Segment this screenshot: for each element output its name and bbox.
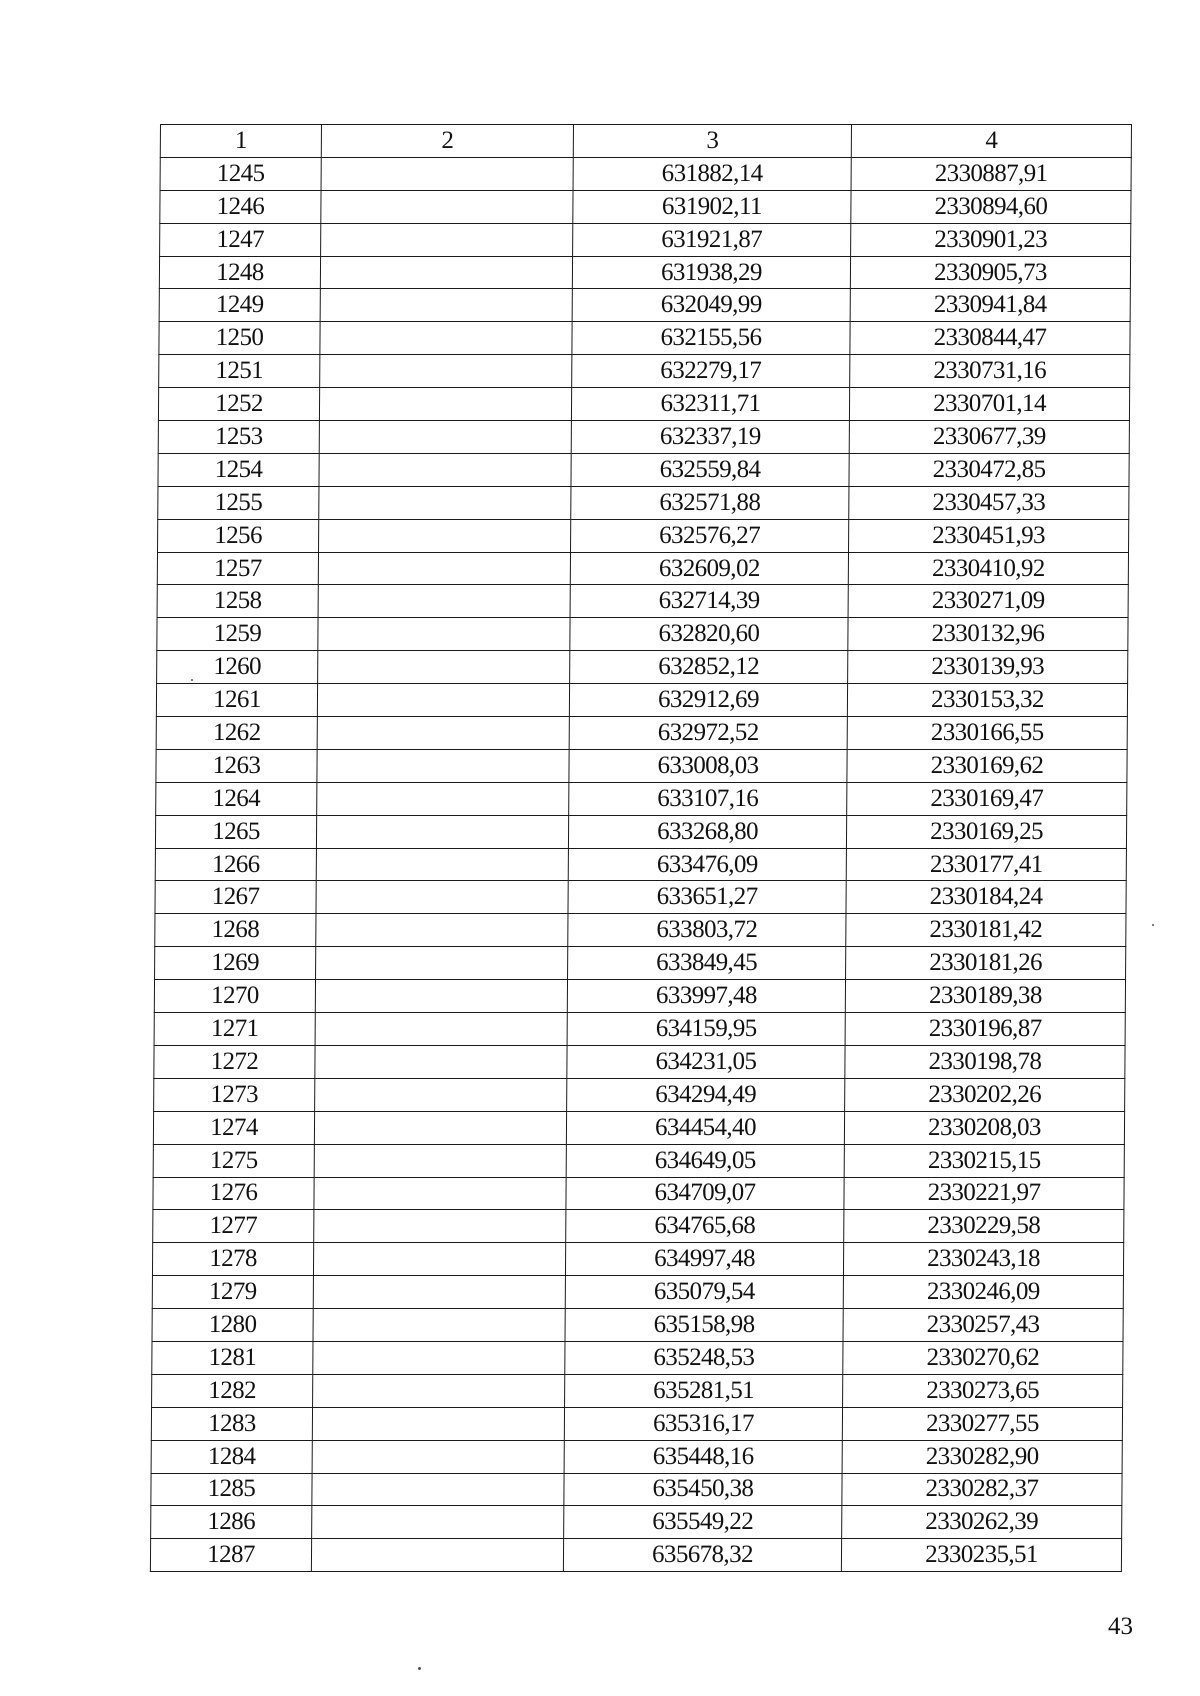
y-coordinate-cell: 2330221,97: [844, 1177, 1124, 1210]
description-cell: [314, 1210, 566, 1243]
x-coordinate-cell: 632576,27: [571, 519, 849, 552]
point-number-cell: 1270: [154, 980, 315, 1013]
x-coordinate-cell: 634765,68: [566, 1210, 844, 1243]
description-cell: [312, 1407, 564, 1440]
x-coordinate-cell: 632820,60: [570, 618, 848, 651]
point-number-cell: 1280: [152, 1309, 313, 1342]
point-number-cell: 1269: [155, 947, 316, 980]
x-coordinate-cell: 635448,16: [564, 1440, 842, 1473]
point-number-cell: 1278: [152, 1243, 313, 1276]
x-coordinate-cell: 634709,07: [566, 1177, 844, 1210]
y-coordinate-cell: 2330177,41: [846, 848, 1126, 881]
description-cell: [315, 980, 567, 1013]
table-row: [151, 1407, 1122, 1440]
description-cell: [317, 717, 569, 750]
point-number-cell: 1284: [151, 1440, 312, 1473]
x-coordinate-cell: 633107,16: [569, 782, 847, 815]
description-cell: [316, 914, 568, 947]
description-cell: [311, 1539, 563, 1572]
x-coordinate-cell: 632337,19: [571, 421, 849, 454]
y-coordinate-cell: 2330270,62: [843, 1341, 1123, 1374]
y-coordinate-cell: 2330198,78: [845, 1045, 1125, 1078]
description-cell: [312, 1506, 564, 1539]
table-row: [156, 717, 1127, 750]
table-row: [160, 223, 1131, 256]
table-row: [152, 1276, 1123, 1309]
x-coordinate-cell: 633849,45: [568, 947, 846, 980]
y-coordinate-cell: 2330282,37: [842, 1473, 1122, 1506]
table-row: [159, 256, 1130, 289]
table-row: [156, 684, 1127, 717]
table-row: [154, 1045, 1125, 1078]
table-row: [153, 1177, 1124, 1210]
point-number-cell: 1275: [153, 1144, 314, 1177]
y-coordinate-cell: 2330132,96: [848, 618, 1128, 651]
description-cell: [321, 190, 573, 223]
table-row: [158, 388, 1129, 421]
table-row: [156, 749, 1127, 782]
table-row: [159, 355, 1130, 388]
description-cell: [313, 1276, 565, 1309]
description-cell: [320, 355, 572, 388]
column-header: 1: [160, 125, 321, 158]
point-number-cell: 1258: [157, 585, 318, 618]
description-cell: [321, 157, 573, 190]
point-number-cell: 1273: [154, 1078, 315, 1111]
y-coordinate-cell: 2330277,55: [842, 1407, 1122, 1440]
x-coordinate-cell: 634159,95: [567, 1013, 845, 1046]
description-cell: [313, 1243, 565, 1276]
table-row: [155, 947, 1126, 980]
point-number-cell: 1263: [156, 749, 317, 782]
y-coordinate-cell: 2330905,73: [850, 256, 1130, 289]
description-cell: [315, 1045, 567, 1078]
x-coordinate-cell: 632049,99: [572, 289, 850, 322]
x-coordinate-cell: 635450,38: [564, 1473, 842, 1506]
point-number-cell: 1287: [150, 1539, 311, 1572]
y-coordinate-cell: 2330184,24: [846, 881, 1126, 914]
point-number-cell: 1266: [155, 848, 316, 881]
table-header-row: [160, 125, 1131, 158]
x-coordinate-cell: 633268,80: [568, 815, 846, 848]
description-cell: [312, 1440, 564, 1473]
y-coordinate-cell: 2330701,14: [849, 388, 1129, 421]
table-row: [157, 552, 1128, 585]
point-number-cell: 1265: [155, 815, 316, 848]
x-coordinate-cell: 633008,03: [569, 749, 847, 782]
point-number-cell: 1256: [158, 519, 319, 552]
point-number-cell: 1257: [157, 552, 318, 585]
point-number-cell: 1281: [152, 1341, 313, 1374]
table-row: [157, 618, 1128, 651]
y-coordinate-cell: 2330153,32: [847, 684, 1127, 717]
table-row: [150, 1539, 1121, 1572]
y-coordinate-cell: 2330202,26: [845, 1078, 1125, 1111]
x-coordinate-cell: 633476,09: [568, 848, 846, 881]
description-cell: [319, 421, 571, 454]
y-coordinate-cell: 2330169,25: [846, 815, 1126, 848]
table-row: [158, 421, 1129, 454]
point-number-cell: 1286: [151, 1506, 312, 1539]
y-coordinate-cell: 2330215,15: [844, 1144, 1124, 1177]
x-coordinate-cell: 634231,05: [567, 1045, 845, 1078]
x-coordinate-cell: 631882,14: [573, 157, 851, 190]
description-cell: [315, 1013, 567, 1046]
y-coordinate-cell: 2330677,39: [849, 421, 1129, 454]
point-number-cell: 1262: [156, 717, 317, 750]
table-row: [154, 980, 1125, 1013]
y-coordinate-cell: 2330472,85: [849, 453, 1129, 486]
point-number-cell: 1279: [152, 1276, 313, 1309]
description-cell: [317, 684, 569, 717]
point-number-cell: 1264: [156, 782, 317, 815]
y-coordinate-cell: 2330235,51: [841, 1539, 1121, 1572]
description-cell: [313, 1309, 565, 1342]
table-row: [160, 190, 1131, 223]
y-coordinate-cell: 2330731,16: [850, 355, 1130, 388]
description-cell: [317, 782, 569, 815]
table-row: [154, 1078, 1125, 1111]
y-coordinate-cell: 2330229,58: [844, 1210, 1124, 1243]
point-number-cell: 1285: [151, 1473, 312, 1506]
y-coordinate-cell: 2330181,26: [846, 947, 1126, 980]
table-row: [155, 815, 1126, 848]
description-cell: [312, 1473, 564, 1506]
point-number-cell: 1255: [158, 486, 319, 519]
table-row: [156, 782, 1127, 815]
description-cell: [319, 388, 571, 421]
table-row: [155, 848, 1126, 881]
table-row: [153, 1111, 1124, 1144]
table-row: [152, 1374, 1123, 1407]
description-cell: [321, 223, 573, 256]
x-coordinate-cell: 632912,69: [569, 684, 847, 717]
y-coordinate-cell: 2330169,62: [847, 749, 1127, 782]
x-coordinate-cell: 632559,84: [571, 453, 849, 486]
table-row: [151, 1473, 1122, 1506]
y-coordinate-cell: 2330901,23: [851, 223, 1131, 256]
x-coordinate-cell: 631938,29: [572, 256, 850, 289]
table-row: [151, 1440, 1122, 1473]
point-number-cell: 1249: [159, 289, 320, 322]
y-coordinate-cell: 2330196,87: [845, 1013, 1125, 1046]
table-row: [155, 881, 1126, 914]
point-number-cell: 1282: [152, 1374, 313, 1407]
y-coordinate-cell: 2330139,93: [848, 651, 1128, 684]
point-number-cell: 1251: [159, 355, 320, 388]
y-coordinate-cell: 2330189,38: [845, 980, 1125, 1013]
y-coordinate-cell: 2330410,92: [848, 552, 1128, 585]
x-coordinate-cell: 633997,48: [567, 980, 845, 1013]
column-header: 4: [851, 125, 1131, 158]
table-row: [160, 157, 1131, 190]
y-coordinate-cell: 2330451,93: [849, 519, 1129, 552]
y-coordinate-cell: 2330894,60: [851, 190, 1131, 223]
table-row: [153, 1210, 1124, 1243]
description-cell: [313, 1374, 565, 1407]
x-coordinate-cell: 635549,22: [564, 1506, 842, 1539]
scan-speck: [191, 679, 193, 681]
point-number-cell: 1268: [155, 914, 316, 947]
description-cell: [316, 881, 568, 914]
y-coordinate-cell: 2330208,03: [844, 1111, 1124, 1144]
y-coordinate-cell: 2330887,91: [851, 157, 1131, 190]
point-number-cell: 1252: [158, 388, 319, 421]
x-coordinate-cell: 631921,87: [573, 223, 851, 256]
point-number-cell: 1248: [159, 256, 320, 289]
point-number-cell: 1254: [158, 453, 319, 486]
description-cell: [319, 453, 571, 486]
description-cell: [315, 1078, 567, 1111]
page-number: 43: [1108, 1613, 1133, 1640]
table-row: [155, 914, 1126, 947]
x-coordinate-cell: 632609,02: [570, 552, 848, 585]
point-number-cell: 1260: [157, 651, 318, 684]
x-coordinate-cell: 635158,98: [565, 1309, 843, 1342]
table-row: [158, 453, 1129, 486]
description-cell: [317, 749, 569, 782]
description-cell: [318, 651, 570, 684]
point-number-cell: 1272: [154, 1045, 315, 1078]
y-coordinate-cell: 2330273,65: [843, 1374, 1123, 1407]
description-cell: [313, 1341, 565, 1374]
table-row: [157, 585, 1128, 618]
x-coordinate-cell: 634997,48: [565, 1243, 843, 1276]
y-coordinate-cell: 2330246,09: [843, 1276, 1123, 1309]
table-body: [150, 125, 1131, 1572]
y-coordinate-cell: 2330844,47: [850, 322, 1130, 355]
y-coordinate-cell: 2330282,90: [842, 1440, 1122, 1473]
point-number-cell: 1274: [153, 1111, 314, 1144]
x-coordinate-cell: 632714,39: [570, 585, 848, 618]
x-coordinate-cell: 632279,17: [572, 355, 850, 388]
description-cell: [318, 585, 570, 618]
scan-speck: [418, 1667, 421, 1670]
description-cell: [320, 256, 572, 289]
x-coordinate-cell: 632972,52: [569, 717, 847, 750]
x-coordinate-cell: 634294,49: [567, 1078, 845, 1111]
point-number-cell: 1283: [151, 1407, 312, 1440]
x-coordinate-cell: 632155,56: [572, 322, 850, 355]
description-cell: [319, 486, 571, 519]
x-coordinate-cell: 632311,71: [571, 388, 849, 421]
point-number-cell: 1250: [159, 322, 320, 355]
y-coordinate-cell: 2330166,55: [847, 717, 1127, 750]
description-cell: [316, 947, 568, 980]
x-coordinate-cell: 635316,17: [564, 1407, 842, 1440]
x-coordinate-cell: 635248,53: [565, 1341, 843, 1374]
point-number-cell: 1259: [157, 618, 318, 651]
description-cell: [316, 815, 568, 848]
point-number-cell: 1267: [155, 881, 316, 914]
y-coordinate-cell: 2330262,39: [842, 1506, 1122, 1539]
table-row: [152, 1309, 1123, 1342]
x-coordinate-cell: 633803,72: [568, 914, 846, 947]
description-cell: [320, 289, 572, 322]
point-number-cell: 1271: [154, 1013, 315, 1046]
table-row: [153, 1144, 1124, 1177]
point-number-cell: 1246: [160, 190, 321, 223]
x-coordinate-cell: 631902,11: [573, 190, 851, 223]
description-cell: [319, 519, 571, 552]
y-coordinate-cell: 2330181,42: [846, 914, 1126, 947]
x-coordinate-cell: 633651,27: [568, 881, 846, 914]
y-coordinate-cell: 2330457,33: [849, 486, 1129, 519]
table-row: [157, 651, 1128, 684]
description-cell: [316, 848, 568, 881]
x-coordinate-cell: 635678,32: [563, 1539, 841, 1572]
point-number-cell: 1261: [156, 684, 317, 717]
table-row: [159, 322, 1130, 355]
x-coordinate-cell: 635079,54: [565, 1276, 843, 1309]
column-header: 3: [573, 125, 851, 158]
table-row: [152, 1243, 1123, 1276]
table-row: [158, 519, 1129, 552]
point-number-cell: 1253: [158, 421, 319, 454]
description-cell: [314, 1111, 566, 1144]
point-number-cell: 1276: [153, 1177, 314, 1210]
description-cell: [318, 552, 570, 585]
column-header: 2: [321, 125, 573, 158]
table-row: [154, 1013, 1125, 1046]
x-coordinate-cell: 635281,51: [565, 1374, 843, 1407]
y-coordinate-cell: 2330169,47: [847, 782, 1127, 815]
table-row: [152, 1341, 1123, 1374]
coordinates-table: [150, 124, 1132, 1572]
point-number-cell: 1245: [160, 157, 321, 190]
table-row: [151, 1506, 1122, 1539]
point-number-cell: 1277: [153, 1210, 314, 1243]
table-row: [159, 289, 1130, 322]
description-cell: [314, 1177, 566, 1210]
x-coordinate-cell: 632852,12: [570, 651, 848, 684]
x-coordinate-cell: 632571,88: [571, 486, 849, 519]
y-coordinate-cell: 2330243,18: [843, 1243, 1123, 1276]
table-row: [158, 486, 1129, 519]
y-coordinate-cell: 2330941,84: [850, 289, 1130, 322]
point-number-cell: 1247: [160, 223, 321, 256]
x-coordinate-cell: 634454,40: [566, 1111, 844, 1144]
description-cell: [320, 322, 572, 355]
description-cell: [318, 618, 570, 651]
x-coordinate-cell: 634649,05: [566, 1144, 844, 1177]
scan-speck: [1152, 924, 1154, 926]
y-coordinate-cell: 2330257,43: [843, 1309, 1123, 1342]
description-cell: [314, 1144, 566, 1177]
y-coordinate-cell: 2330271,09: [848, 585, 1128, 618]
